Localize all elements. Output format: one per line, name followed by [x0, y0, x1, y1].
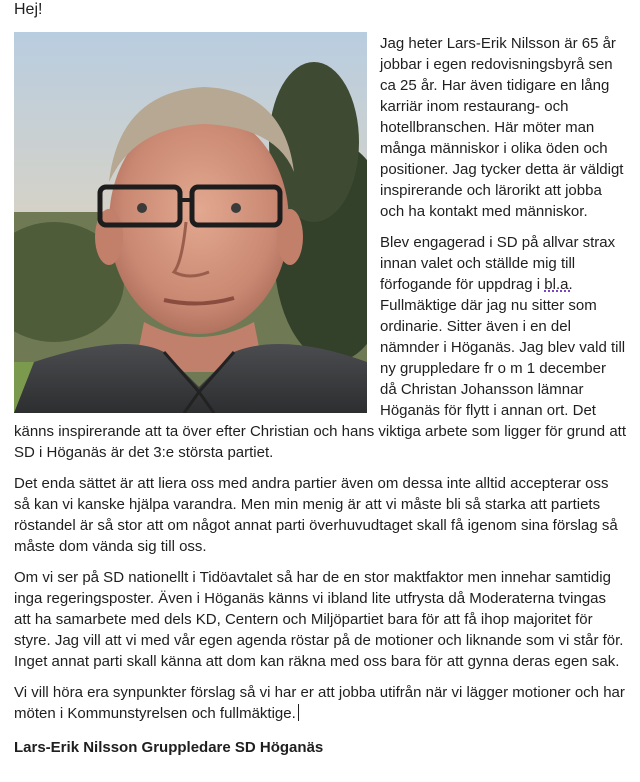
- paragraph-engagement-text-a: Blev engagerad i SD på allvar strax innan valet och ställde mig till förfogande för uppdrag i: [380, 234, 616, 293]
- greeting-heading: Hej!: [14, 1, 43, 18]
- portrait-photo: [14, 32, 367, 413]
- paragraph-feedback-text: Vi vill höra era synpunkter förslag så vi har er att jobba utifrån när vi lägger motioner och har möten i Kommunstyrelsen och fullmäktige.: [14, 684, 625, 722]
- paragraph-feedback[interactable]: [14, 682, 626, 724]
- paragraph-engagement-text-b: Fullmäktige där jag nu sitter som ordinarie. Sitter även i en del nämnder i Höganäs. Jag blev vald till ny gruppledare fr o m 1 december då Christan Johansson lämnar Höganäs för flytt i annan ort. Det känns inspirerande att ta över efter Christian och hans viktiga arbete som ligger för grund att SD i Höganäs är det 3:e största partiet.: [14, 297, 626, 461]
- paragraph-national: Om vi ser på SD nationellt i Tidöavtalet så har de en stor maktfaktor men innehar samtidig inga regeringsposter. Även i Höganäs känns vi ibland lite utfrysta då Moderaterna tvingas att ha samarbete med dels KD, Centern och Miljöpartiet bara för att få ihop majoritet för styre. Jag vill att vi med vår egen agenda röstar på de motioner och liknande som vi står för. Inget annat parti skall känna att dom kan räkna med oss bara för att gynna deras egen sak.: [14, 569, 624, 670]
- portrait-image: [14, 32, 367, 413]
- text-cursor: [298, 704, 299, 721]
- paragraph-cooperation: Det enda sättet är att liera oss med andra partier även om dessa inte alltid accepterar oss så kan vi kanske hjälpa varandra. Men min menig är att vi måste bli så starka att partiets röstandel är så stor att om något annat parti överhuvudtaget skall få igenom sina förslag så måste dom vända sig till oss.: [14, 475, 618, 555]
- paragraph-intro: Jag heter Lars-Erik Nilsson är 65 år jobbar i egen redovisningsbyrå sen ca 25 år. Har även tidigare en lång karriär inom restaurang- och hotellbranschen. Här möter man många människor i olika öden och positioner. Jag tycker detta är väldigt inspirerande och lärorikt att jobba och ha kontakt med människor.: [380, 35, 624, 220]
- abbreviation-bla: bl.a.: [544, 276, 573, 293]
- document-page: [14, 0, 626, 758]
- signature-line: Lars-Erik Nilsson Gruppledare SD Höganäs: [14, 739, 324, 756]
